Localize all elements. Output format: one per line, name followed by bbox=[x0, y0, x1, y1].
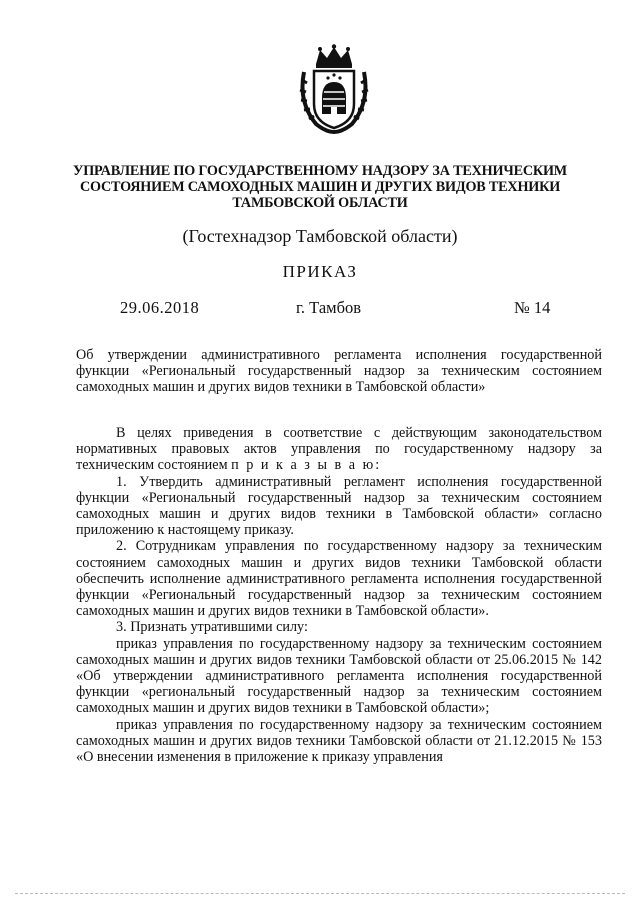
body-paragraph-item-2: 2. Сотрудникам управления по государственному надзору за техническим состоянием самоходных машин и других видов техники Тамбовской области обеспечить исполнение административного регламента исполнения государственной функции «Региональный государственный надзор за техническим состоянием самоходных машин и других видов техники в Тамбовской области». bbox=[76, 538, 602, 620]
organization-title-line: ТАМБОВСКОЙ ОБЛАСТИ bbox=[232, 195, 408, 211]
body-paragraph-item-3: 3. Признать утратившими силу: bbox=[116, 619, 308, 636]
organization-short-name: (Гостехнадзор Тамбовской области) bbox=[182, 226, 458, 246]
body-paragraph-intro bbox=[76, 425, 602, 474]
organization-title bbox=[60, 163, 580, 211]
document-date: 29.06.2018 bbox=[120, 298, 200, 317]
document-number: № 14 bbox=[514, 298, 551, 317]
document-body bbox=[76, 425, 602, 765]
intro-colon: : bbox=[375, 457, 380, 474]
intro-orders-text: п р и к а з ы в а ю bbox=[231, 457, 376, 474]
organization-title-line: СОСТОЯНИЕМ САМОХОДНЫХ МАШИН И ДРУГИХ ВИДОВ ТЕХНИКИ bbox=[79, 179, 561, 195]
document-subject: Об утверждении административного регламента исполнения государственной функции «Региональный государственный надзор за техническим состоянием самоходных машин и других видов техники в Тамбовской области» bbox=[76, 347, 602, 395]
body-paragraph-item-3-1: приказ управления по государственному надзору за техническим состоянием самоходных машин и других видов техники Тамбовской области от 25.06.2015 № 142 «Об утверждении административного регламента исполнения государственной функции «региональный государственный надзор за техническим состоянием самоходных машин и других видов техники в Тамбовской области»; bbox=[76, 635, 602, 717]
document-type: ПРИКАЗ bbox=[282, 262, 358, 281]
organization-title-line: УПРАВЛЕНИЕ ПО ГОСУДАРСТВЕННОМУ НАДЗОРУ ЗА ТЕХНИЧЕСКИМ bbox=[72, 163, 567, 179]
page-bottom-edge bbox=[15, 893, 625, 894]
body-paragraph-item-3-2: приказ управления по государственному надзору за техническим состоянием самоходных машин и других видов техники Тамбовской области от 21.12.2015 № 153 «О внесении изменения в приложение к приказу управления bbox=[76, 716, 602, 766]
body-paragraph-item-1: 1. Утвердить административный регламент исполнения государственной функции «Региональный государственный надзор за техническим состоянием самоходных машин и других видов техники в Тамбовской области» согласно приложению к настоящему приказу. bbox=[76, 473, 602, 539]
tambov-coat-of-arms-icon bbox=[294, 44, 374, 134]
intro-text: В целях приведения в соответствие с действующим законодательством нормативных правовых актов управления по государственному надзору за техническим состоянием bbox=[76, 425, 602, 474]
document-city: г. Тамбов bbox=[296, 298, 362, 317]
